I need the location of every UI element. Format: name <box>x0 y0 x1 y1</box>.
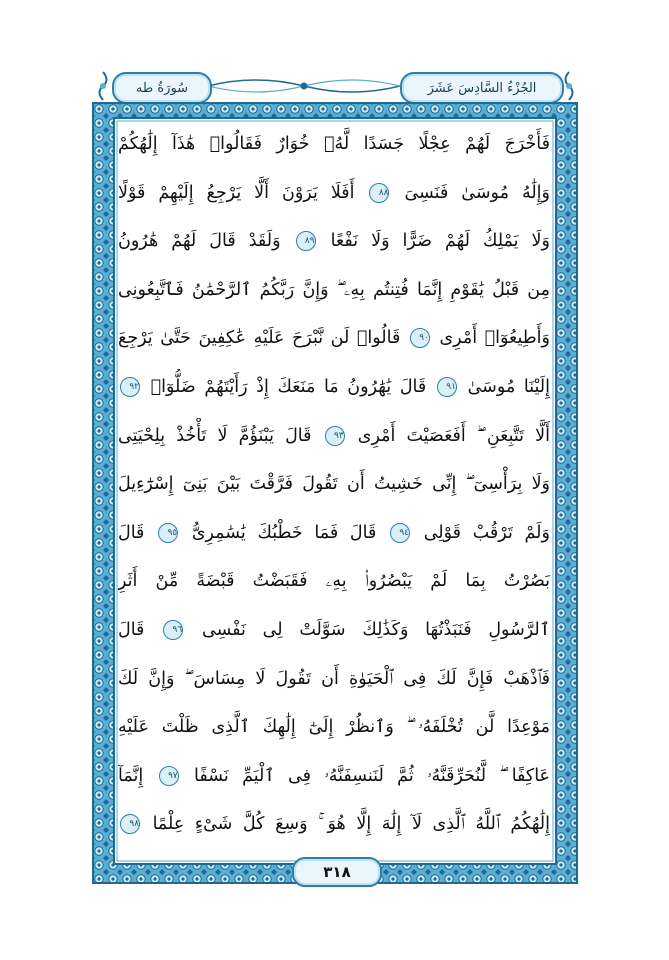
verse-text: قَالُوا۟ لَن نَّبْرَحَ عَلَيْهِ عَٰكِفِينَ حَتَّىٰ يَرْجِعَ <box>118 328 401 349</box>
verse-text: وَلَقَدْ قَالَ لَهُمْ هَٰرُونُ <box>118 231 281 252</box>
verse-text: وَإِلَٰهُ مُوسَىٰ فَنَسِىَ <box>404 182 550 203</box>
verse-text: مِن قَبْلُ يَٰقَوْمِ إِنَّمَا فُتِنتُم بِهِۦ ۖ وَإِنَّ رَبَّكُمُ ٱلرَّحْمَٰنُ فَٱتَّبِعُونِى <box>118 279 550 300</box>
text-line <box>118 515 550 551</box>
text-line <box>118 563 550 599</box>
ayah-number-marker: ٩٤ <box>390 523 410 543</box>
text-line <box>118 806 550 842</box>
text-line <box>118 369 550 405</box>
page-number-cartouche <box>292 857 382 887</box>
verse-text: قَالَ <box>118 620 145 640</box>
ayah-number-marker: ٩٠ <box>410 328 430 348</box>
surah-name-cartouche <box>112 72 212 104</box>
verse-text: قَالَ يَبْنَؤُمَّ لَا تَأْخُذْ بِلِحْيَتِى <box>118 425 312 446</box>
surah-name: سُورَةُ طه <box>135 80 189 96</box>
ayah-number-marker: ٩٦ <box>163 620 183 640</box>
verse-text: بَصُرْتُ بِمَا لَمْ يَبْصُرُوا۟ بِهِۦ فَقَبَضْتُ قَبْضَةً مِّنْ أَثَرِ <box>118 571 550 592</box>
ayah-number-marker: ٩١ <box>437 377 457 397</box>
verse-text: فَأَخْرَجَ لَهُمْ عِجْلًا جَسَدًا لَّهُۥ خُوَارٌ فَقَالُوا۟ هَٰذَآ إِلَٰهُكُمْ <box>118 134 550 154</box>
juz-name-cartouche <box>400 72 564 104</box>
text-line <box>118 758 550 794</box>
verse-text: وَلَا يَمْلِكُ لَهُمْ ضَرًّا وَلَا نَفْعًا <box>330 231 550 252</box>
quran-text-block <box>118 122 550 852</box>
verse-text: إِلَيْنَا مُوسَىٰ <box>467 377 550 397</box>
ayah-number-marker: ٩٧ <box>159 766 179 786</box>
verse-text: ٱلرَّسُولِ فَنَبَذْتُهَا وَكَذَٰلِكَ سَوَّلَتْ لِى نَفْسِى <box>201 620 550 640</box>
verse-text: وَلَمْ تَرْقُبْ قَوْلِى <box>423 522 550 543</box>
verse-text: قَالَ يَٰهَٰرُونُ مَا مَنَعَكَ إِذْ رَأَيْتَهُمْ ضَلُّوٓا۟ <box>150 377 427 397</box>
verse-text: عَاكِفًا ۖ لَّنُحَرِّقَنَّهُۥ ثُمَّ لَنَنسِفَنَّهُۥ فِى ٱلْيَمِّ نَسْفًا <box>194 765 550 786</box>
verse-text: قَالَ <box>118 522 145 543</box>
ayah-number-marker: ٩٥ <box>158 523 178 543</box>
verse-text: فَٱذْهَبْ فَإِنَّ لَكَ فِى ٱلْحَيَوٰةِ أَن تَقُولَ لَا مِسَاسَ ۖ وَإِنَّ لَكَ <box>118 668 550 689</box>
text-line <box>118 709 550 745</box>
verse-text: أَفَلَا يَرَوْنَ أَلَّا يَرْجِعُ إِلَيْهِمْ قَوْلًا <box>118 182 355 203</box>
text-line <box>118 418 550 454</box>
ayah-number-marker: ٨٩ <box>296 231 316 251</box>
text-line <box>118 272 550 308</box>
verse-text: إِلَٰهُكُمُ ٱللَّهُ ٱلَّذِى لَآ إِلَٰهَ إِلَّا هُوَ ۚ وَسِعَ كُلَّ شَىْءٍ عِلْمًا <box>152 814 550 835</box>
verse-text: إِنَّمَآ <box>118 765 144 786</box>
text-line <box>118 126 550 162</box>
verse-text: وَأَطِيعُوٓا۟ أَمْرِى <box>439 328 550 349</box>
verse-text: وَلَا بِرَأْسِىٓ ۖ إِنِّى خَشِيتُ أَن تَقُولَ فَرَّقْتَ بَيْنَ بَنِىٓ إِسْرَٰٓءِيلَ <box>118 474 550 495</box>
text-line <box>118 466 550 502</box>
text-line <box>118 175 550 211</box>
ayah-number-marker: ٩٣ <box>325 426 345 446</box>
page-number: ٣١٨ <box>323 863 351 881</box>
verse-text: قَالَ فَمَا خَطْبُكَ يَٰسَٰمِرِىُّ <box>191 522 377 543</box>
text-line <box>118 223 550 259</box>
juz-name: الجُزْءُ السَّادِسَ عَشَرَ <box>427 80 537 96</box>
text-line <box>118 320 550 356</box>
ayah-number-marker: ٩٨ <box>120 814 140 834</box>
verse-text: مَوْعِدًا لَّن تُخْلَفَهُۥ ۖ وَٱنظُرْ إِلَىٰٓ إِلَٰهِكَ ٱلَّذِى ظَلْتَ عَلَيْهِ <box>118 717 550 738</box>
ayah-number-marker: ٩٢ <box>120 377 140 397</box>
ayah-number-marker: ٨٨ <box>369 183 389 203</box>
text-line <box>118 612 550 648</box>
text-line <box>118 661 550 697</box>
verse-text: أَلَّا تَتَّبِعَنِ ۖ أَفَعَصَيْتَ أَمْرِى <box>357 425 550 446</box>
header-ornament-left <box>94 70 112 102</box>
header-ornament-middle <box>208 70 400 102</box>
